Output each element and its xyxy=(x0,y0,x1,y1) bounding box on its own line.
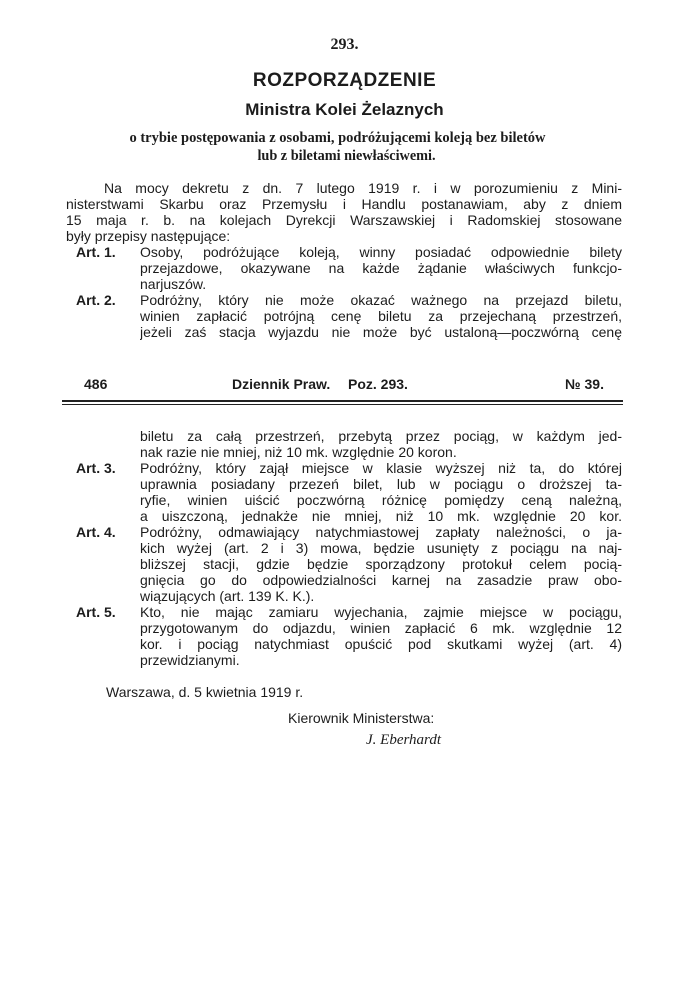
decree-heading: ROZPORZĄDZENIE xyxy=(252,70,437,91)
art-2-label: Art. 2. xyxy=(76,292,116,308)
art-3-line-3: ryfie, winien uiścić poczwórną różnicę pomiędzy ceną należną, xyxy=(140,492,622,508)
art-3-line-1: Podróżny, który zajął miejsce w klasie wyższej niż ta, do której xyxy=(140,460,622,476)
art-4-label: Art. 4. xyxy=(76,524,116,540)
intro-line-4: były przepisy następujące: xyxy=(66,228,231,244)
signature-title: Kierownik Ministerstwa: xyxy=(288,710,435,726)
header-rule-thin xyxy=(62,404,623,405)
signature-name: J. Eberhardt xyxy=(366,732,441,748)
art-5-line-2: przygotowanym do odjazdu, winien zapłacić 6 mk. względnie 12 xyxy=(140,620,622,636)
art-5-line-1: Kto, nie mając zamiaru wyjechania, zajmie miejsce w pociągu, xyxy=(140,604,622,620)
art-4-line-3: bliższej stacji, gdzie będzie sporządzony protokuł celem pocią- xyxy=(140,556,622,572)
art-5-label: Art. 5. xyxy=(76,604,116,620)
continuation-line-2: nak razie nie mniej, niż 10 mk. względnie 20 koron. xyxy=(140,444,457,460)
art-1-line-1: Osoby, podróżujące koleją, winny posiadać odpowiednie bilety xyxy=(140,244,622,260)
art-4-line-4: gnięcia go do odpowiedzialności karnej na zasadzie praw obo- xyxy=(140,572,622,588)
art-1-line-3: narjuszów. xyxy=(140,276,207,292)
date-line: Warszawa, d. 5 kwietnia 1919 r. xyxy=(106,684,304,700)
art-3-label: Art. 3. xyxy=(76,460,116,476)
decree-title-line-2: lub z biletami niewłaściwemi. xyxy=(257,148,436,164)
art-5-line-4: przewidzianymi. xyxy=(140,652,240,668)
art-4-line-5: wiązujących (art. 139 K. K.). xyxy=(140,588,315,604)
intro-line-1: Na mocy dekretu z dn. 7 lutego 1919 r. i w porozumieniu z Mini- xyxy=(104,180,622,196)
intro-line-2: nisterstwami Skarbu oraz Przemysłu i Handlu postanawiam, aby z dniem xyxy=(66,196,622,212)
art-5-line-3: kor. i pociąg natychmiast opuścić pod skutkami wyżej (art. 4) xyxy=(140,636,622,652)
intro-line-3: 15 maja r. b. na kolejach Dyrekcji Warszawskiej i Radomskiej stosowane xyxy=(66,212,622,228)
art-2-line-3: jeżeli zaś stacja wyjazdu nie może być ustaloną—poczwórną cenę xyxy=(140,324,622,340)
journal-name: Dziennik Praw. xyxy=(232,376,331,392)
continuation-line-1: biletu za całą przestrzeń, przebytą przez pociąg, w każdym jed- xyxy=(140,428,622,444)
art-2-line-2: winien zapłacić potrójną cenę biletu za przejechaną przestrzeń, xyxy=(140,308,622,324)
art-1-line-2: przejazdowe, okazywane na każde żądanie właściwych funkcjo- xyxy=(140,260,622,276)
art-1-label: Art. 1. xyxy=(76,244,116,260)
page-number: 486 xyxy=(84,376,108,392)
header-rule-thick xyxy=(62,400,623,402)
decree-title-line-1: o trybie postępowania z osobami, podróżującemi koleją bez biletów xyxy=(129,130,546,146)
issue-number: № 39. xyxy=(565,376,604,392)
art-3-line-4: a uiszczoną, jednakże nie mniej, niż 10 mk. względnie 20 kor. xyxy=(140,508,622,524)
decree-subheading: Ministra Kolei Żelaznych xyxy=(245,100,444,119)
art-4-line-1: Podróżny, odmawiający natychmiastowej zapłaty należności, o ja- xyxy=(140,524,622,540)
journal-position: Poz. 293. xyxy=(348,376,408,392)
art-2-line-1: Podróżny, który nie może okazać ważnego na przejazd biletu, xyxy=(140,292,622,308)
art-4-line-2: kich wyżej (art. 2 i 3) mowa, będzie usunięty z pociągu na naj- xyxy=(140,540,622,556)
decree-number: 293. xyxy=(330,36,359,53)
art-3-line-2: uprawnia posiadany przezeń bilet, lub w pociągu o droższej ta- xyxy=(140,476,622,492)
